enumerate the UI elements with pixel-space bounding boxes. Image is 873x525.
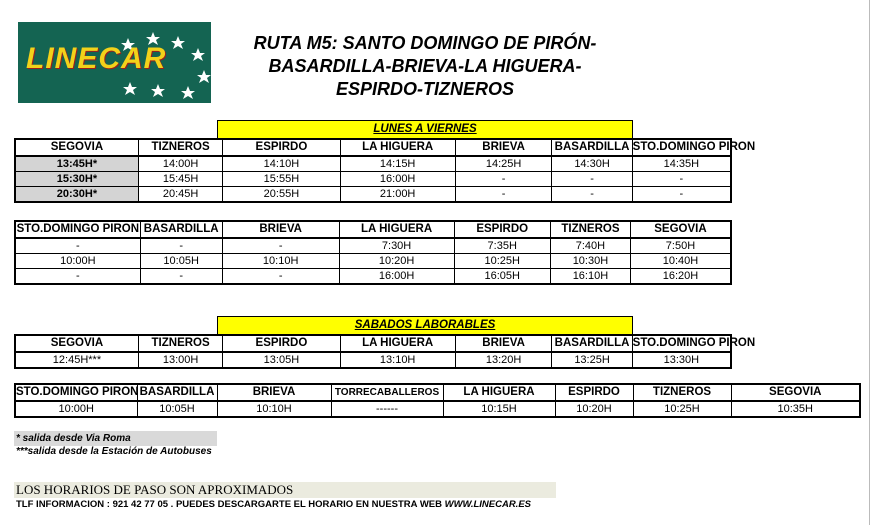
table-row: [15, 238, 731, 254]
weekday-outbound-table: [14, 138, 756, 203]
time-cell: 16:00H: [340, 172, 455, 187]
header-cell: LA HIGUERA: [340, 139, 455, 156]
time-cell: 13:00H: [138, 352, 222, 368]
header-cell: TIZNEROS: [138, 335, 222, 352]
header-cell: STO.DOMINGO PIRON: [632, 139, 731, 156]
website-link[interactable]: WWW.LINECAR.ES: [444, 499, 531, 510]
time-cell: -: [15, 238, 140, 254]
time-cell: 10:25H: [633, 401, 731, 417]
weekday-return-table: [14, 220, 732, 285]
saturday-label: SABADOS LABORABLES: [217, 316, 633, 335]
time-cell: 13:45H*: [15, 156, 138, 172]
time-cell: 10:15H: [443, 401, 555, 417]
header-cell: TIZNEROS: [138, 139, 222, 156]
title-line-2: BASARDILLA-BRIEVA-LA HIGUERA-: [268, 56, 582, 76]
header-cell: BRIEVA: [222, 221, 339, 238]
header-cell: BASARDILLA: [552, 335, 632, 352]
note-via-roma: * salida desde Via Roma: [14, 431, 217, 446]
time-cell: 13:25H: [552, 352, 632, 368]
time-cell: 16:10H: [550, 269, 630, 285]
time-cell: 15:30H*: [15, 172, 138, 187]
title-line-1: RUTA M5: SANTO DOMINGO DE PIRÓN-: [253, 33, 597, 53]
header-cell: ESPIRDO: [555, 384, 633, 401]
page-border-right: [869, 0, 870, 525]
header-cell: STO.DOMINGO PIRON: [632, 335, 731, 352]
header-cell: BASARDILLA: [140, 221, 222, 238]
time-cell: 10:25H: [454, 254, 550, 269]
table-row: [15, 172, 731, 187]
header-cell: LA HIGUERA: [340, 335, 455, 352]
header-cell: LA HIGUERA: [443, 384, 555, 401]
contact-info: [16, 499, 531, 510]
header-cell: BRIEVA: [217, 384, 331, 401]
weekday-label: LUNES A VIERNES: [217, 120, 633, 139]
time-cell: -: [222, 269, 339, 285]
table-row: [15, 352, 731, 368]
time-cell: 10:30H: [550, 254, 630, 269]
time-cell: 13:10H: [340, 352, 455, 368]
header-cell: BASARDILLA: [552, 139, 632, 156]
header-cell: BRIEVA: [455, 139, 552, 156]
time-cell: 10:00H: [15, 401, 137, 417]
table-row: [15, 156, 731, 172]
header-cell: BASARDILLA: [137, 384, 217, 401]
time-cell: -: [140, 238, 222, 254]
header-cell: SEGOVIA: [15, 335, 138, 352]
time-cell: 13:30H: [632, 352, 731, 368]
time-cell: 14:15H: [340, 156, 455, 172]
time-cell: -: [455, 187, 552, 203]
note-estacion: ***salida desde la Estación de Autobuses: [16, 446, 212, 457]
header-cell: ESPIRDO: [454, 221, 550, 238]
time-cell: 13:05H: [223, 352, 340, 368]
logo-text: LINECAR: [26, 42, 167, 75]
time-cell: 12:45H***: [15, 352, 138, 368]
header-cell: SEGOVIA: [630, 221, 731, 238]
time-cell: 20:45H: [138, 187, 222, 203]
table-row: [15, 254, 731, 269]
time-cell: 14:00H: [138, 156, 222, 172]
time-cell: 16:00H: [339, 269, 454, 285]
time-cell: 7:40H: [550, 238, 630, 254]
time-cell: 10:20H: [339, 254, 454, 269]
time-cell: 10:10H: [222, 254, 339, 269]
header-cell: STO.DOMINGO PIRON: [15, 384, 137, 401]
time-cell: 16:20H: [630, 269, 731, 285]
time-cell: 7:30H: [339, 238, 454, 254]
time-cell: -: [222, 238, 339, 254]
saturday-return-table: [14, 383, 861, 418]
time-cell: 14:35H: [632, 156, 731, 172]
header-cell: TIZNEROS: [550, 221, 630, 238]
time-cell: -: [140, 269, 222, 285]
time-cell: -: [552, 187, 632, 203]
time-cell: -: [632, 187, 731, 203]
approx-notice: LOS HORARIOS DE PASO SON APROXIMADOS: [14, 482, 556, 498]
time-cell: 13:20H: [455, 352, 552, 368]
header-cell: ESPIRDO: [223, 139, 340, 156]
time-cell: 10:10H: [217, 401, 331, 417]
time-cell: 15:55H: [223, 172, 340, 187]
time-cell: 16:05H: [454, 269, 550, 285]
time-cell: 21:00H: [340, 187, 455, 203]
header-cell: TIZNEROS: [633, 384, 731, 401]
time-cell: 15:45H: [138, 172, 222, 187]
time-cell: 20:55H: [223, 187, 340, 203]
header-cell: BRIEVA: [455, 335, 552, 352]
header-cell: TORRECABALLEROS: [331, 384, 443, 401]
page-title: [215, 32, 635, 101]
time-cell: 10:40H: [630, 254, 731, 269]
time-cell: 10:00H: [15, 254, 140, 269]
time-cell: 10:35H: [731, 401, 860, 417]
time-cell: 7:35H: [454, 238, 550, 254]
saturday-outbound-table: [14, 334, 756, 369]
title-line-3: ESPIRDO-TIZNEROS: [335, 79, 514, 99]
time-cell: 10:05H: [140, 254, 222, 269]
contact-text: TLF INFORMACION : 921 42 77 05 . PUEDES DESCARGARTE EL HORARIO EN NUESTRA WEB: [16, 499, 445, 510]
time-cell: 7:50H: [630, 238, 731, 254]
time-cell: -: [455, 172, 552, 187]
time-cell: -: [552, 172, 632, 187]
time-cell: 14:10H: [223, 156, 340, 172]
time-cell: ------: [331, 401, 443, 417]
time-cell: 10:20H: [555, 401, 633, 417]
time-cell: 20:30H*: [15, 187, 138, 203]
header-cell: ESPIRDO: [223, 335, 340, 352]
table-row: [15, 269, 731, 285]
time-cell: 10:05H: [137, 401, 217, 417]
time-cell: -: [632, 172, 731, 187]
header-cell: SEGOVIA: [15, 139, 138, 156]
table-row: [15, 401, 860, 417]
header-cell: STO.DOMINGO PIRON: [15, 221, 140, 238]
linecar-logo: [18, 22, 211, 103]
header-cell: SEGOVIA: [731, 384, 860, 401]
table-row: [15, 187, 731, 203]
time-cell: 14:30H: [552, 156, 632, 172]
header-cell: LA HIGUERA: [339, 221, 454, 238]
time-cell: 14:25H: [455, 156, 552, 172]
time-cell: -: [15, 269, 140, 285]
